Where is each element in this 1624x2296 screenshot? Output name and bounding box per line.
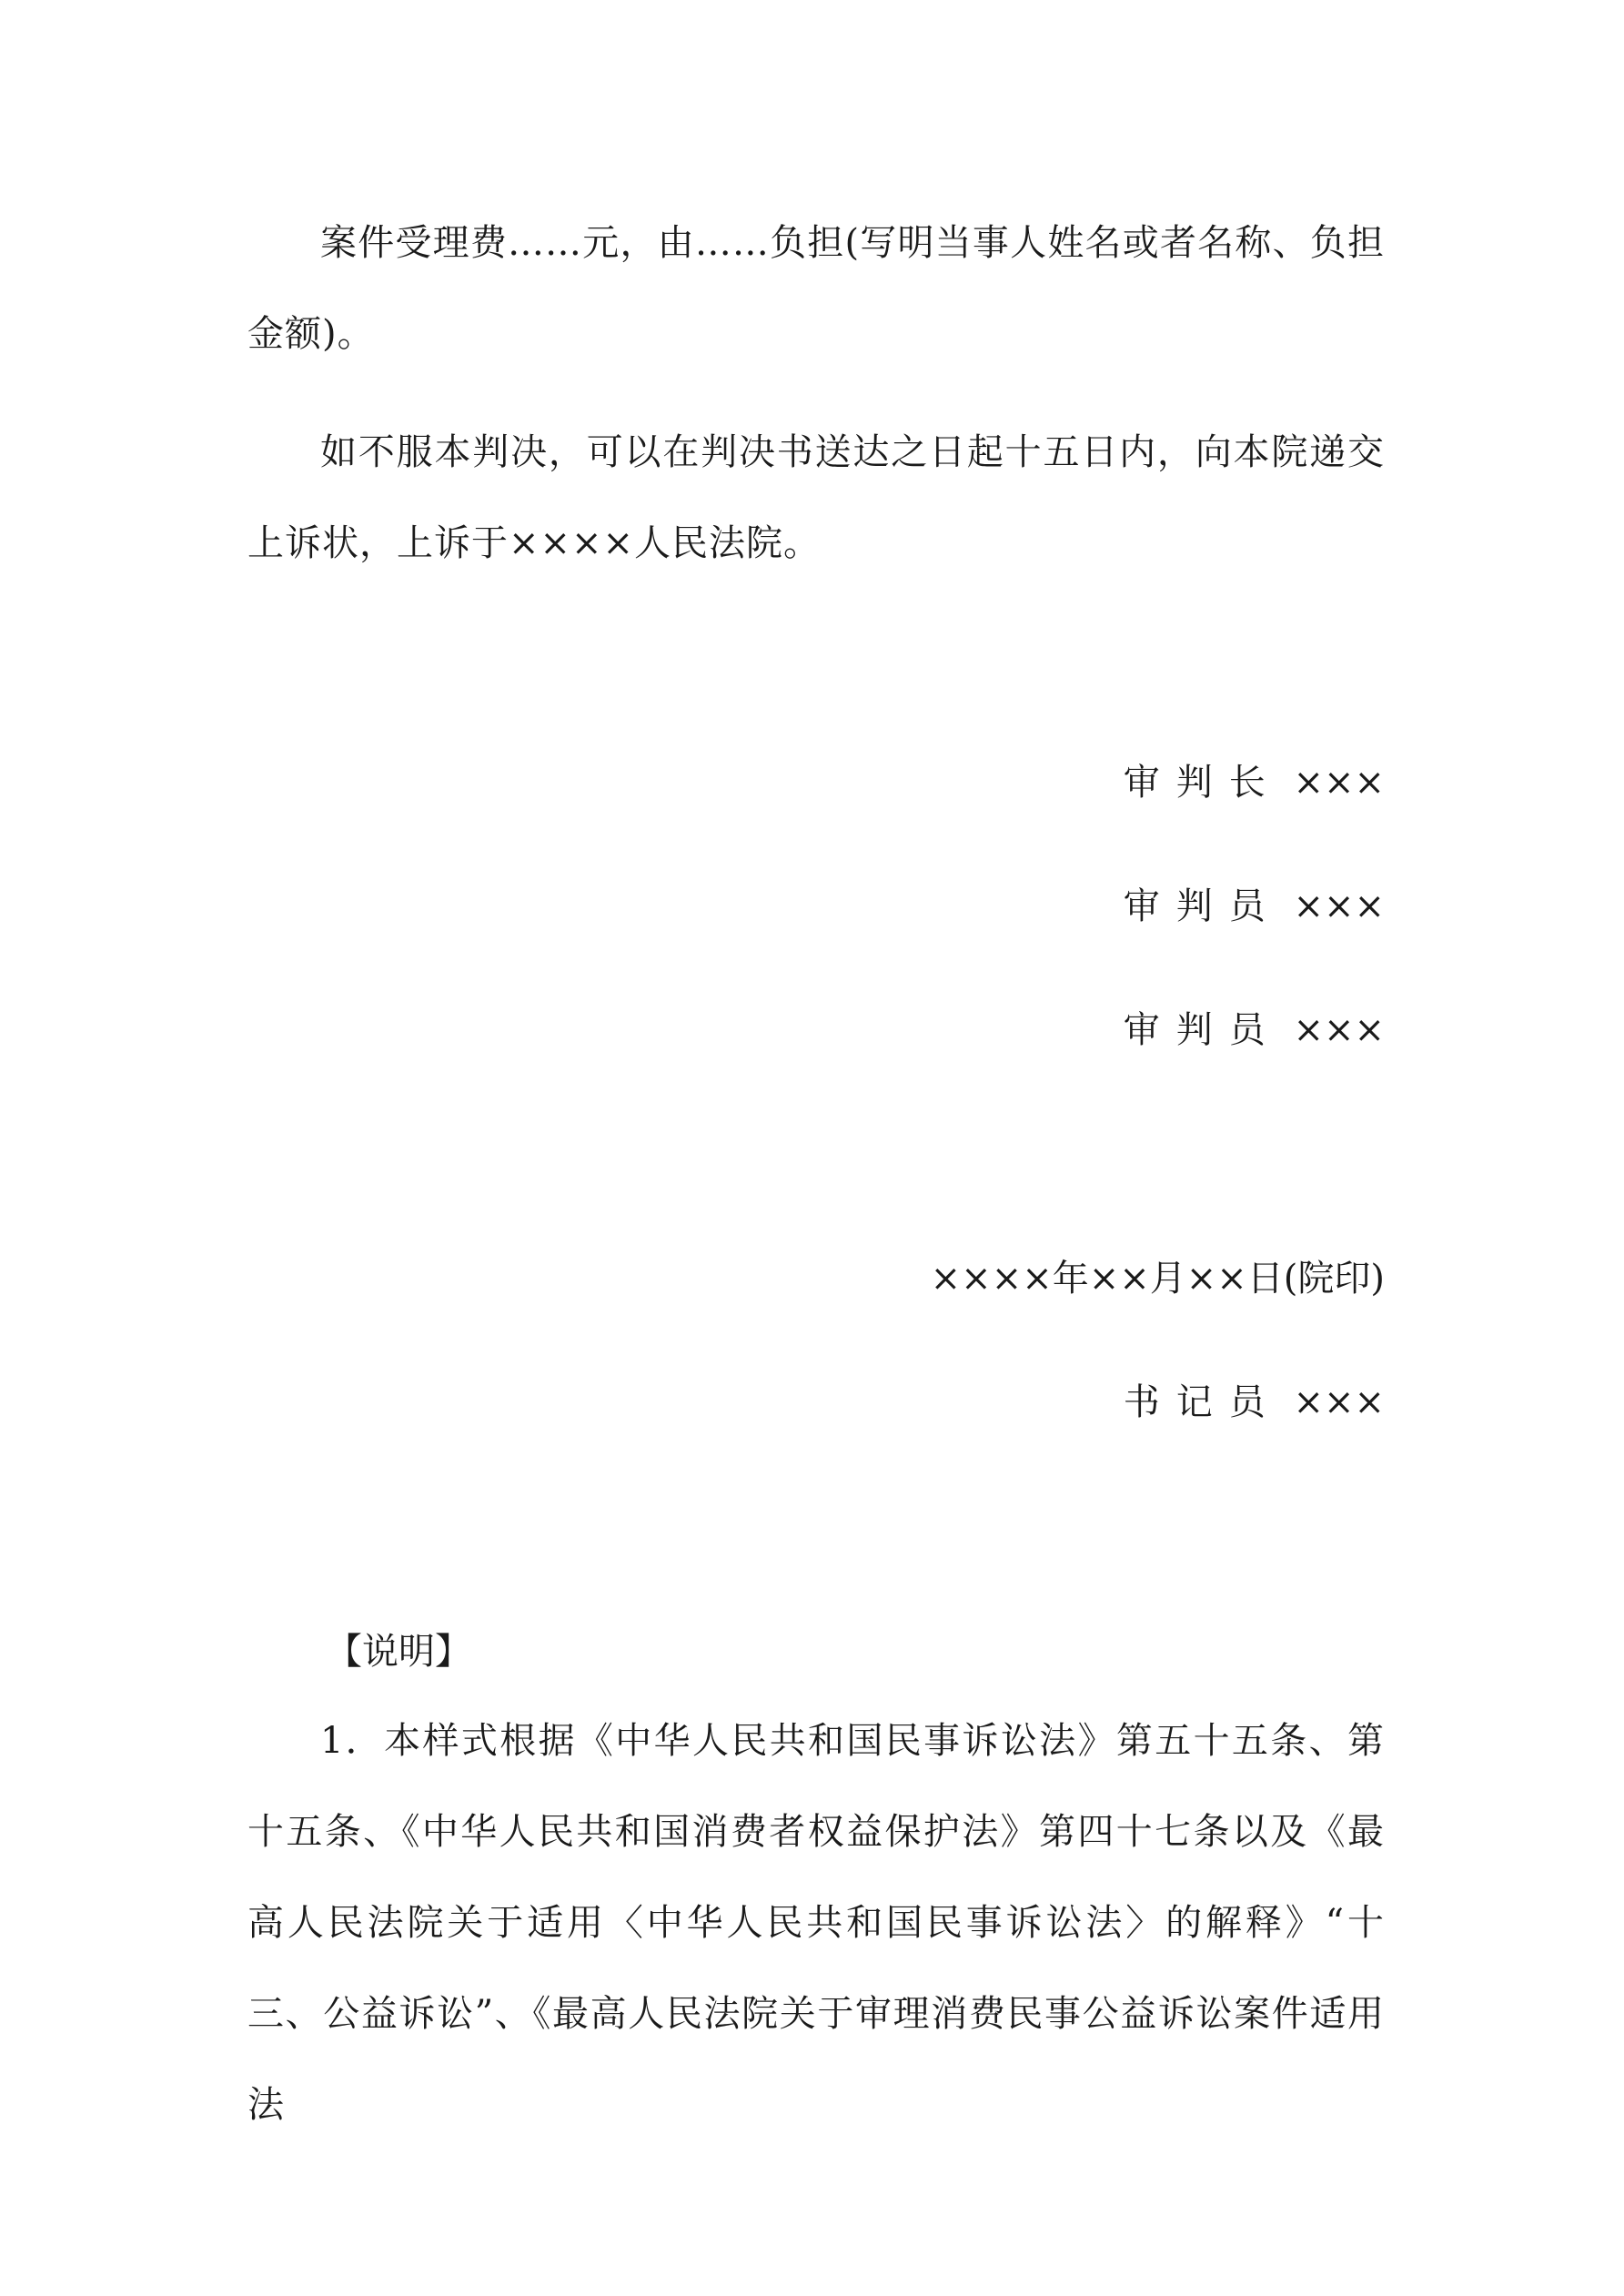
clerk-line bbox=[1124, 1375, 1385, 1430]
judge-1-name: ××× bbox=[1293, 885, 1385, 927]
judge-2-role: 审判员 bbox=[1123, 1009, 1282, 1051]
appeal-paragraph: 如不服本判决，可以在判决书送达之日起十五日内，向本院递交上诉状，上诉于××××人民法院。 bbox=[247, 431, 1385, 564]
judge-1-role: 审判员 bbox=[1123, 885, 1282, 927]
note-1-paragraph: 1．本样式根据《中华人民共和国民事诉讼法》第五十五条、第十五条、《中华人民共和国消费者权益保护法》第四十七条以及《最高人民法院关于适用〈中华人民共和国民事诉讼法〉的解释》“十三、公益诉讼”、《最高人民法院关于审理消费民事公益诉讼案件适用法 bbox=[247, 1720, 1385, 2126]
judge-2-name: ××× bbox=[1293, 1009, 1385, 1051]
fee-paragraph: 案件受理费……元，由……负担(写明当事人姓名或者名称、负担金额)。 bbox=[247, 222, 1385, 355]
judge-1-line bbox=[1124, 879, 1385, 934]
date-seal-line: ××××年××月××日(院印) bbox=[930, 1258, 1385, 1300]
clerk-name: ××× bbox=[1293, 1381, 1385, 1423]
notes-heading: 【说明】 bbox=[326, 1631, 471, 1673]
clerk-role: 书记员 bbox=[1123, 1381, 1282, 1423]
presiding-judge-name: ××× bbox=[1293, 762, 1385, 804]
judge-2-line bbox=[1124, 1003, 1385, 1057]
presiding-judge-line bbox=[1124, 755, 1385, 810]
presiding-judge-role: 审判长 bbox=[1123, 762, 1282, 804]
